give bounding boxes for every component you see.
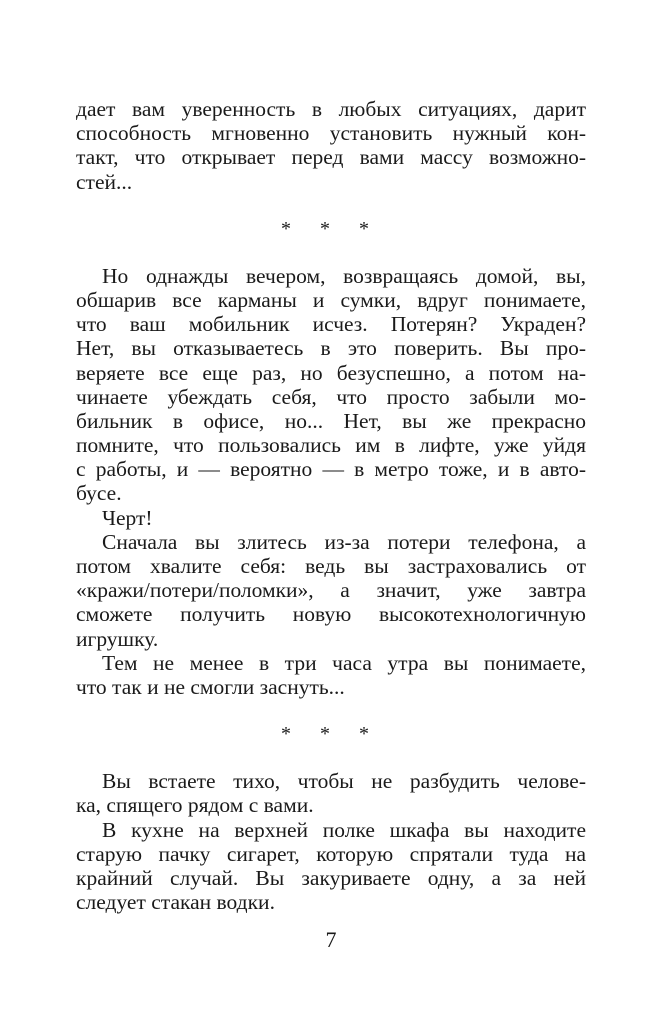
section-separator: * * * xyxy=(281,723,381,746)
text-line: такт, что открывает перед вами массу возможно- xyxy=(76,145,586,170)
text-line: сможете получить новую высокотехнологичную xyxy=(76,602,586,627)
text-line: старую пачку сигарет, которую спрятали туда на xyxy=(76,841,586,866)
text-line: Сначала вы злитесь из-за потери телефона, а xyxy=(102,529,586,554)
text-line: крайний случай. Вы закуриваете одну, а за ней xyxy=(76,865,586,890)
text-line: игрушку. xyxy=(76,626,159,651)
text-line: бильник в офисе, но... Нет, вы же прекрасно xyxy=(76,408,586,433)
text-line: Вы встаете тихо, чтобы не разбудить челове- xyxy=(102,769,586,794)
paragraph-continuation xyxy=(76,97,586,194)
text-line: бусе. xyxy=(76,481,122,506)
text-line: что так и не смогли заснуть... xyxy=(76,674,345,699)
page-body xyxy=(76,97,586,914)
text-line: помните, что пользовались им в лифте, уже уйдя xyxy=(76,433,586,458)
text-line: обшарив все карманы и сумки, вдруг понимаете, xyxy=(76,287,586,312)
text-line: чинаете убеждать себя, что просто забыли мо- xyxy=(76,384,586,409)
text-line: следует стакан водки. xyxy=(76,890,275,915)
text-line: веряете все еще раз, но безуспешно, а потом на- xyxy=(76,360,586,385)
page-number: 7 xyxy=(325,927,337,952)
section-separator: * * * xyxy=(281,217,381,240)
text-line: Нет, вы отказываетесь в это поверить. Вы про- xyxy=(76,336,586,361)
text-line: ка, спящего рядом с вами. xyxy=(76,793,314,818)
text-line: что ваш мобильник исчез. Потерян? Украден? xyxy=(76,312,586,337)
text-line: «кражи/потери/поломки», а значит, уже завтра xyxy=(76,578,586,603)
text-line: Тем не менее в три часа утра вы понимаете, xyxy=(102,650,586,675)
text-line: способность мгновенно установить нужный кон- xyxy=(76,121,586,146)
text-line: с работы, и — вероятно — в метро тоже, и в авто- xyxy=(76,457,586,482)
section-two xyxy=(76,264,586,699)
text-line: потом хвалите себя: ведь вы застраховались от xyxy=(76,554,586,578)
text-line: дает вам уверенность в любых ситуациях, дарит xyxy=(76,97,586,121)
text-line: стей... xyxy=(76,169,133,194)
section-three xyxy=(76,769,586,914)
text-line: Но однажды вечером, возвращаясь домой, вы, xyxy=(102,263,586,288)
text-line: Черт! xyxy=(102,505,153,530)
text-line: В кухне на верхней полке шкафа вы находите xyxy=(102,817,586,842)
